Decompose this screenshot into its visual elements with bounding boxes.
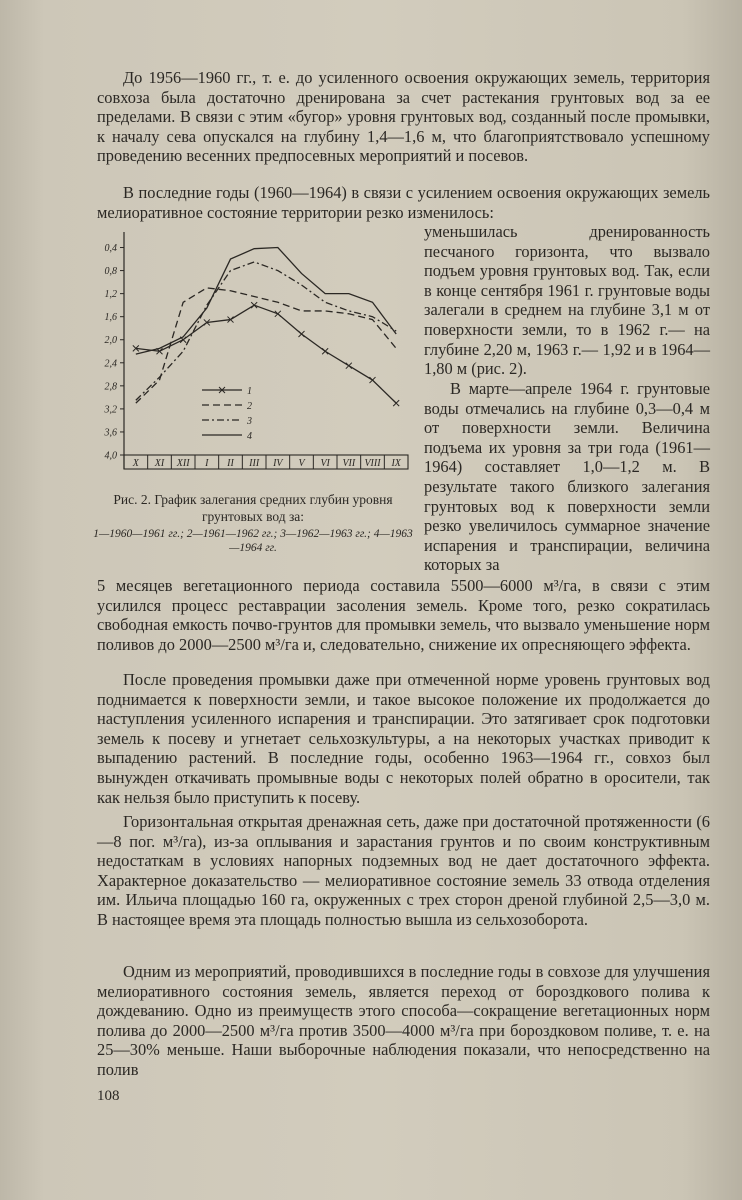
legend-label-3: 3 <box>247 416 252 427</box>
paragraph-2-side <box>424 222 710 379</box>
paragraph-6-text: Одним из мероприятий, проводившихся в последние годы в совхозе для улучшения мелиоративного состояния земель, является переход от бороздкового полива к дождеванию. Одно из преимуществ этого способа—сокращение вегетационных норм полива до 2000—2500 м³/га против 3500—4000 м³/га при бороздковом поливе, т. е. на 25—30% меньше. Наши выборочные наблюдения показали, что непосредственно на полив <box>97 962 710 1079</box>
y-axis-ticks <box>104 243 125 461</box>
figure-caption-keys: 1—1960—1961 гг.; 2—1961—1962 гг.; 3—1962—1963 гг.; 4—1963—1964 гг. <box>93 528 413 554</box>
paragraph-6 <box>97 962 710 1080</box>
month-label: VI <box>320 458 330 469</box>
paragraph-2-side-text: уменьшилась дренированность песчаного горизонта, что вызвало подъем уровня грунтовых вод. Так, если в конце сентября 1961 г. грунтовые воды залегали в среднем на глубине 3,1 м от поверхности земли, то в 1962 г.— на глубине 2,20 м, 1963 г.— 1,92 и в 1964—1,80 м (рис. 2). <box>424 222 710 379</box>
chart-legend <box>202 386 252 442</box>
y-tick-label: 0,4 <box>104 243 117 255</box>
series-1-point <box>251 302 257 308</box>
month-label: I <box>205 458 209 469</box>
series-3-line <box>136 262 396 400</box>
paragraph-3-full <box>97 576 710 654</box>
month-label: IV <box>273 458 283 469</box>
series-1-point <box>299 331 305 337</box>
month-label: VIII <box>364 458 381 469</box>
figure-caption: Рис. 2. График залегания средних глубин уровня грунтовых вод за: <box>113 492 393 524</box>
y-tick-label: 2,0 <box>104 335 117 347</box>
paragraph-3-side <box>424 379 710 575</box>
groundwater-depth-chart <box>92 222 414 484</box>
x-axis-months <box>132 455 402 469</box>
month-label: III <box>249 458 260 469</box>
paragraph-3-side-text: В марте—апреле 1964 г. грунтовые воды отмечались на глубине 0,3—0,4 м от поверхности земли. Величина подъема их уровня за три года (1961—1964) составляет 1,0—1,2 м. В результате такого близкого залегания грунтовых вод к поверхности земли резко увеличилось суммарное значение испарения и транспирации, величина которых за <box>424 379 710 575</box>
series-4-line <box>136 248 396 355</box>
paragraph-1 <box>97 68 710 166</box>
chart-axes <box>124 232 408 469</box>
paragraph-5 <box>97 812 710 930</box>
paragraph-5-text: Горизонтальная открытая дренажная сеть, даже при достаточной протяженности (6—8 пог. м³/га), из-за оплывания и зарастания грунтов и по своим конструктивным недостаткам в условиях напорных подземных вод не дает достаточного эффекта. Характерное доказательство — мелиоративное состояние земель 33 отвода отделения им. Ильича площадью 160 га, окруженных с трех сторон дреной глубиной 2,5—3,0 м. В настоящее время эта площадь полностью вышла из сельхозоборота. <box>97 812 710 929</box>
series-1-point <box>370 377 376 383</box>
month-label: V <box>298 458 305 469</box>
month-label: II <box>227 458 234 469</box>
legend-label-4: 4 <box>247 431 252 442</box>
y-tick-label: 1,2 <box>104 289 117 301</box>
month-label: X <box>132 458 139 469</box>
month-label: IX <box>391 458 401 469</box>
series-1-point <box>346 363 352 369</box>
legend-label-2: 2 <box>247 401 252 412</box>
chart-series <box>133 248 399 407</box>
series-1-point <box>393 400 399 406</box>
y-tick-label: 1,6 <box>104 312 117 324</box>
y-tick-label: 0,8 <box>104 266 117 278</box>
paragraph-4-text: После проведения промывки даже при отмеченной норме уровень грунтовых вод поднимается к поверхности земли, и такое высокое положение их продолжается до наступления усиленного испарения и транспирации. Это затягивает срок подготовки земель к посеву и угнетает сельхозкультуры, а на некоторых участках приводит к выпадению растений. В последние годы, особенно 1963—1964 гг., совхоз был вынужден откачивать промывные воды с некоторых полей обратно в оросители, так как нельзя было приступить к посеву. <box>97 670 710 807</box>
month-label: XI <box>154 458 165 469</box>
legend-label-1: 1 <box>247 386 252 397</box>
paragraph-4 <box>97 670 710 807</box>
y-tick-label: 3,6 <box>104 427 117 439</box>
paragraph-2-top-text: В последние годы (1960—1964) в связи с усилением освоения окружающих земель мелиоративное состояние территории резко изменилось: <box>97 183 710 222</box>
page-number: 108 <box>97 1088 120 1104</box>
y-tick-label: 2,8 <box>104 381 117 393</box>
paragraph-3-full-text: 5 месяцев вегетационного периода составила 5500—6000 м³/га, в связи с этим усилился процесс реставрации засоления земель. Кроме того, резко сократилась свободная емкость почво-грунтов для промывки земель, что вызвало уменьшение норм поливов до 2000—2500 м³/га и, следовательно, снижение их опресняющего эффекта. <box>97 576 710 654</box>
series-2-line <box>136 288 396 403</box>
month-label: VII <box>342 458 356 469</box>
y-tick-label: 2,4 <box>104 358 117 370</box>
series-1-line <box>136 305 396 403</box>
series-1-point <box>322 348 328 354</box>
paragraph-2-top <box>97 183 710 222</box>
y-tick-label: 3,2 <box>104 404 117 416</box>
paragraph-1-text: До 1956—1960 гг., т. е. до усиленного освоения окружающих земель, территория совхоза была достаточно дренирована за счет растекания грунтовых вод за ее пределами. В связи с этим «бугор» уровня грунтовых вод, созданный после промывки, к началу сева опускался на глубину 1,4—1,6 м, что благоприятствовало успешному проведению весенних предпосевных мероприятий и посевов. <box>97 68 710 166</box>
month-label: XII <box>176 458 190 469</box>
y-tick-label: 4,0 <box>104 450 117 462</box>
series-1-point <box>275 311 281 317</box>
